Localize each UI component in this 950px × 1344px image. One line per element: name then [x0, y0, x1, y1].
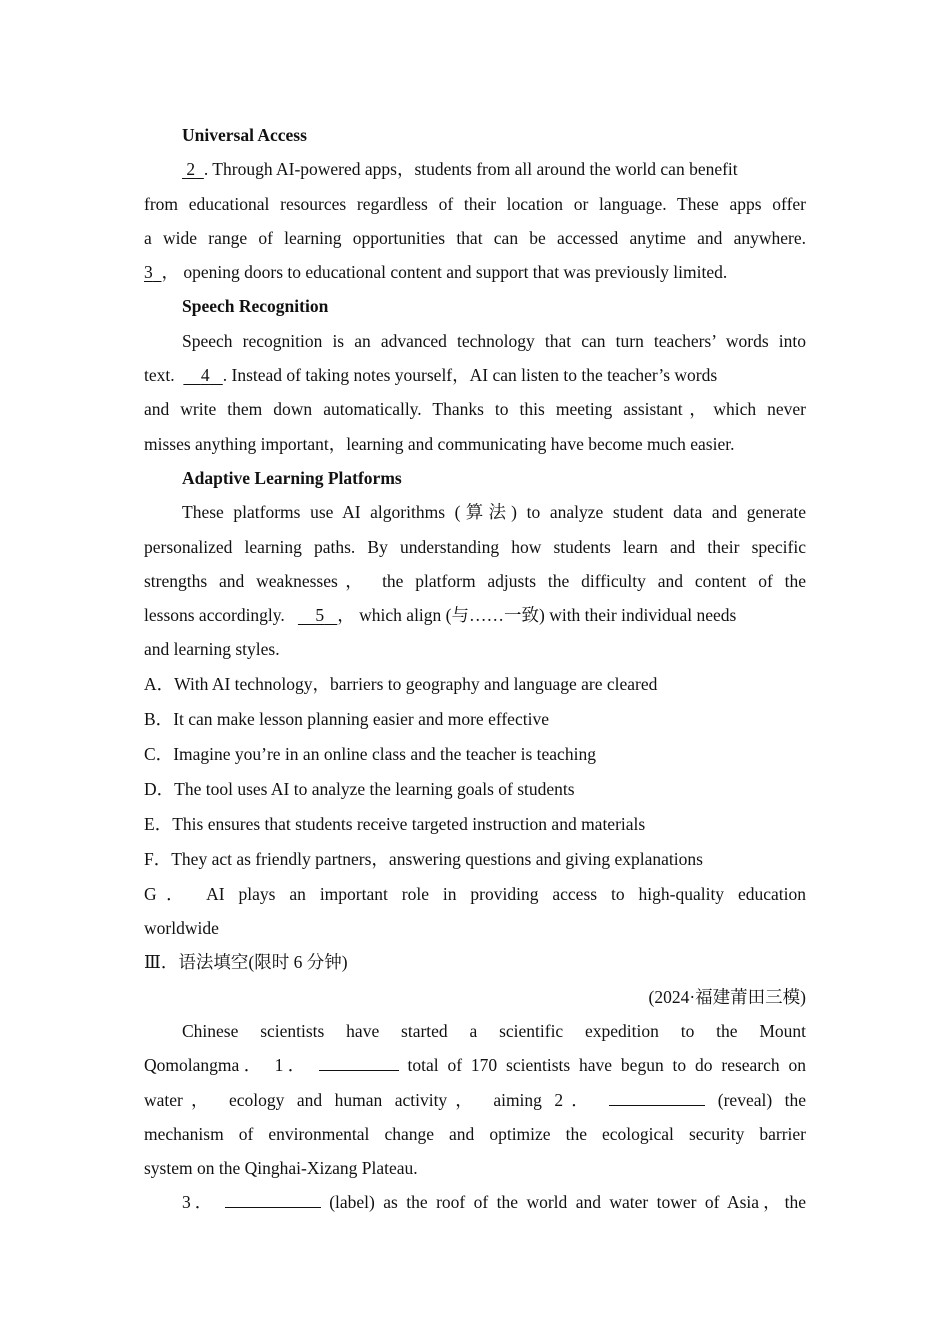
option-e: E．This ensures that students receive targeted instruction and materials: [144, 813, 646, 834]
blank-3: 3: [144, 262, 153, 283]
paragraph-line: strengths and weaknesses， the platform adjusts the difficulty and content of the: [144, 570, 806, 591]
paragraph-line: 2 . Through AI-powered apps，students from all around the world can benefit: [144, 152, 806, 186]
section-heading-speech-recognition: Speech Recognition: [182, 296, 329, 317]
part3-heading: Ⅲ．语法填空(限时 6 分钟): [144, 952, 348, 973]
option-g: G． AI plays an important role in providing access to high-quality education: [144, 883, 806, 904]
blank-4: 4: [200, 365, 210, 386]
option-a: A．With AI technology，barriers to geography and language are cleared: [144, 673, 658, 694]
option-d: D．The tool uses AI to analyze the learning goals of students: [144, 778, 575, 799]
paragraph-line: 3． (label) as the roof of the world and water tower of Asia，the: [144, 1185, 806, 1219]
blank-2: 2: [186, 159, 196, 180]
paragraph-line: mechanism of environmental change and optimize the ecological security barrier: [144, 1123, 806, 1144]
paragraph-line: system on the Qinghai-Xizang Plateau.: [144, 1158, 418, 1179]
paragraph-line: 3 ， opening doors to educational content and support that was previously limited.: [144, 262, 728, 283]
paragraph-line: Qomolangma． 1． total of 170 scientists have begun to do research on: [144, 1048, 806, 1082]
option-g-cont: worldwide: [144, 918, 219, 939]
paragraph-line: water， ecology and human activity， aiming 2． (reveal) the: [144, 1083, 806, 1117]
blank-3-grammar[interactable]: [225, 1189, 321, 1208]
blank-2-grammar[interactable]: [609, 1087, 705, 1106]
document-page: [144, 118, 806, 1220]
paragraph-line: a wide range of learning opportunities that can be accessed anytime and anywhere.: [144, 227, 806, 248]
blank-1[interactable]: [319, 1052, 399, 1071]
section-heading-universal-access: Universal Access: [182, 125, 307, 145]
paragraph-line: Speech recognition is an advanced technology that can turn teachers’ words into: [182, 330, 806, 351]
blank-5: 5: [315, 605, 325, 626]
option-c: C．Imagine you’re in an online class and the teacher is teaching: [144, 743, 596, 764]
paragraph-line: Chinese scientists have started a scientific expedition to the Mount: [182, 1020, 806, 1041]
section-heading-adaptive-learning: Adaptive Learning Platforms: [182, 467, 402, 488]
source-note: (2024·福建莆田三模): [648, 986, 806, 1007]
option-f: F．They act as friendly partners，answering questions and giving explanations: [144, 848, 703, 869]
paragraph-line: lessons accordingly. 5 ， which align (与……一致) with their individual needs: [144, 605, 737, 626]
option-b: B．It can make lesson planning easier and more effective: [144, 708, 549, 729]
paragraph-line: personalized learning paths. By understanding how students learn and their specific: [144, 536, 806, 557]
paragraph-line: and write them down automatically. Thanks to this meeting assistant，which never: [144, 399, 806, 420]
paragraph-line: text. 4 . Instead of taking notes yourself，AI can listen to the teacher’s words: [144, 365, 718, 386]
paragraph-line: misses anything important，learning and communicating have become much easier.: [144, 433, 735, 454]
paragraph-line: These platforms use AI algorithms (算法) to analyze student data and generate: [182, 502, 806, 523]
paragraph-line: from educational resources regardless of their location or language. These apps offer: [144, 193, 806, 214]
paragraph-line: and learning styles.: [144, 639, 280, 660]
